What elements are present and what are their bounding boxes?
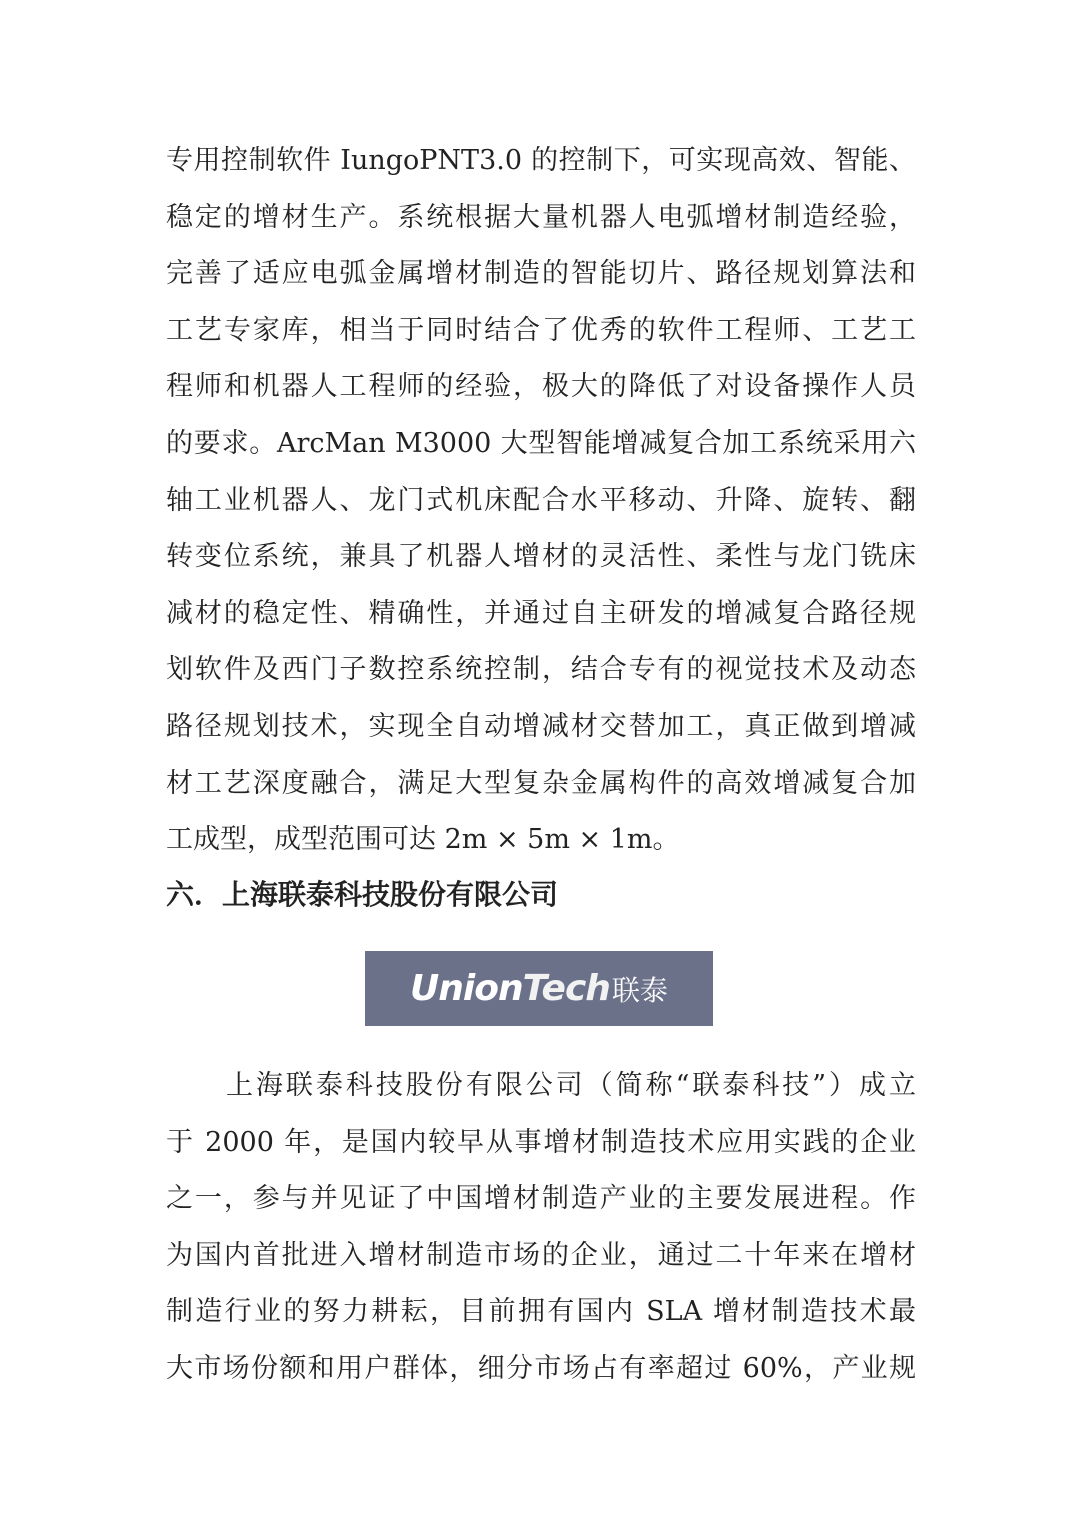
text-line: 专用控制软件 IungoPNT3.0 的控制下，可实现高效、智能、 bbox=[166, 145, 916, 176]
text-line: 划软件及西门子数控系统控制，结合专有的视觉技术及动态 bbox=[166, 654, 916, 686]
text-line: 稳定的增材生产。系统根据大量机器人电弧增材制造经验， bbox=[166, 201, 916, 233]
logo-wordmark bbox=[410, 968, 610, 1009]
text-line: 制造行业的努力耕耘，目前拥有国内 SLA 增材制造技术最 bbox=[166, 1296, 916, 1328]
text-line: 于 2000 年，是国内较早从事增材制造技术应用实践的企业 bbox=[166, 1126, 916, 1158]
text-line: 之一，参与并见证了中国增材制造产业的主要发展进程。作 bbox=[166, 1183, 916, 1215]
text-line: 程师和机器人工程师的经验，极大的降低了对设备操作人员 bbox=[166, 371, 916, 403]
text-line: 工成型，成型范围可达 2m × 5m × 1m。 bbox=[166, 824, 680, 856]
text-line: 路径规划技术，实现全自动增减材交替加工，真正做到增减 bbox=[166, 710, 916, 742]
text-line: 轴工业机器人、龙门式机床配合水平移动、升降、旋转、翻 bbox=[166, 484, 916, 516]
text-line: 工艺专家库，相当于同时结合了优秀的软件工程师、工艺工 bbox=[166, 314, 916, 346]
uniontech-logo bbox=[365, 951, 713, 1026]
text-line: 完善了适应电弧金属增材制造的智能切片、路径规划算法和 bbox=[166, 258, 916, 290]
text-line: 上海联泰科技股份有限公司（简称“联泰科技”）成立 bbox=[166, 1070, 916, 1101]
text-line: 减材的稳定性、精确性，并通过自主研发的增减复合路径规 bbox=[166, 597, 916, 629]
text-line: 材工艺深度融合，满足大型复杂金属构件的高效增减复合加 bbox=[166, 767, 916, 799]
body-paragraph-uniontech bbox=[166, 1058, 916, 1398]
body-paragraph-arcman bbox=[166, 133, 916, 869]
logo-word-tech: Tech bbox=[522, 968, 610, 1009]
logo-word-union: Union bbox=[410, 968, 523, 1009]
text-line: 的要求。ArcMan M3000 大型智能增减复合加工系统采用六 bbox=[166, 427, 916, 459]
text-line: 转变位系统，兼具了机器人增材的灵活性、柔性与龙门铣床 bbox=[166, 541, 916, 573]
text-line: 大市场份额和用户群体，细分市场占有率超过 60%，产业规 bbox=[166, 1352, 916, 1384]
section-heading: 六．上海联泰科技股份有限公司 bbox=[166, 878, 559, 911]
logo-chinese-name: 联泰 bbox=[611, 973, 668, 1007]
text-line: 为国内首批进入增材制造市场的企业，通过二十年来在增材 bbox=[166, 1239, 916, 1271]
